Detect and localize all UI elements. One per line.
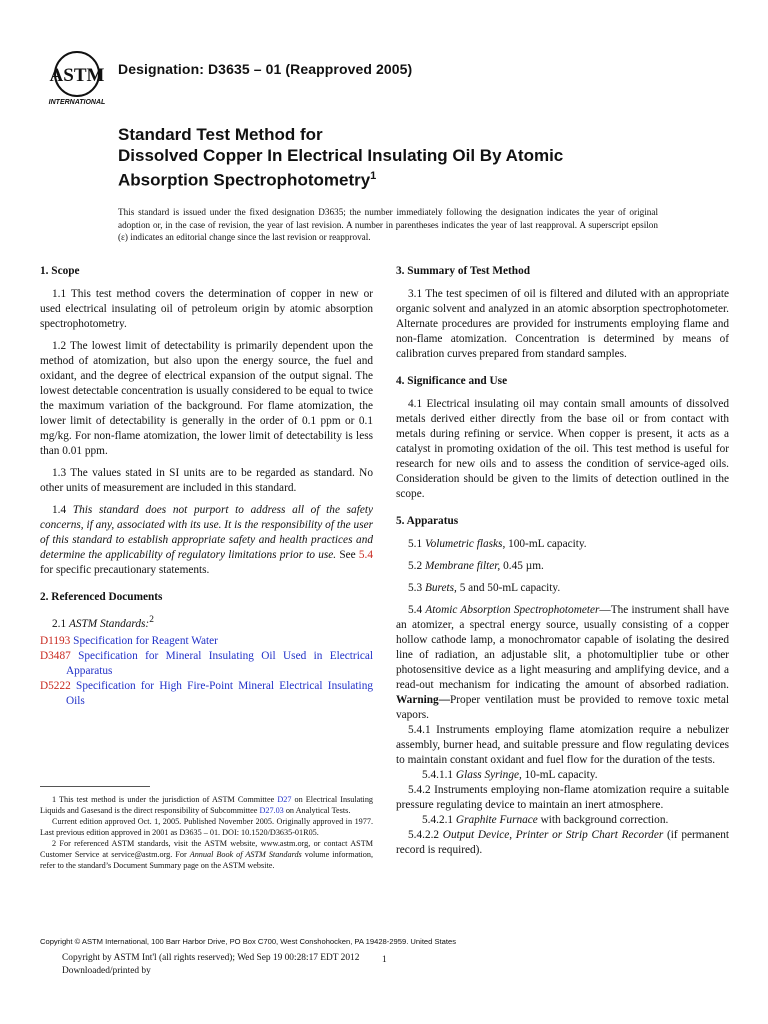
apparatus-5-4-2-2: 5.4.2.2 Output Device, Printer or Strip Chart Recorder (if permanent record is required). bbox=[396, 829, 729, 856]
apparatus-heading: 5. Apparatus bbox=[396, 515, 459, 527]
reference-item bbox=[40, 634, 373, 649]
apparatus-5-3: 5.3 Burets, 5 and 50-mL capacity. bbox=[408, 582, 561, 594]
refdocs-heading: 2. Referenced Documents bbox=[40, 591, 163, 603]
title-line-1: Standard Test Method for bbox=[118, 125, 323, 144]
page-number: 1 bbox=[382, 955, 387, 965]
ref-code-link[interactable]: D3487 bbox=[40, 649, 71, 662]
title-line-2: Dissolved Copper In Electrical Insulating Oil By Atomic bbox=[118, 146, 564, 165]
footnote-1-edition: Current edition approved Oct. 1, 2005. Published November 2005. Originally approved in 1977. Last previous edition approved in 2001 as D3635 – 01. DOI: 10.1520/D3635-01R05. bbox=[40, 817, 373, 837]
apparatus-5-4: 5.4 Atomic Absorption Spectrophotometer—The instrument shall have an atomizer, a spectral energy source, usually consisting of a copper hollow cathode lamp, a monochromator capable of isolating the desired line of radiation, an adjustable slit, a photomultiplier tube or other photosensitive device as a light measuring and amplifying device, and a read-out mechanism for indicating the amount of absorbed radiation. Warning—Proper ventilation must be provided to remove toxic metal vapors. bbox=[396, 604, 729, 721]
scope-1-1: 1.1 This test method covers the determination of copper in new or used electrical insulating oil of petroleum origin by atomic absorption spectrophotometry. bbox=[40, 288, 373, 330]
scope-1-3: 1.3 The values stated in SI units are to be regarded as standard. No other units of measurement are included in this standard. bbox=[40, 467, 373, 494]
download-notice: Copyright by ASTM Int'l (all rights reserved); Wed Sep 19 00:28:17 EDT 2012 Downloaded/printed by bbox=[62, 953, 360, 976]
svg-text:INTERNATIONAL: INTERNATIONAL bbox=[48, 99, 106, 106]
ref-title-link[interactable]: Specification for High Fire-Point Mineral Electrical Insulating Oils bbox=[66, 679, 373, 707]
reference-item bbox=[40, 679, 373, 709]
svg-text:ASTM: ASTM bbox=[49, 65, 105, 86]
scope-heading: 1. Scope bbox=[40, 265, 80, 277]
apparatus-5-4-2-1: 5.4.2.1 Graphite Furnace with background correction. bbox=[422, 814, 669, 826]
significance-4-1: 4.1 Electrical insulating oil may contain small amounts of dissolved metals derived either directly from the base oil or from contact with metals during refining or service. When copper is present, it acts as a catalyst in promoting oxidation of the oil. This test method is useful for research for new oils and to assess the condition of service-aged oils. Consideration should be given to the limits of detection outlined in the scope. bbox=[396, 398, 729, 500]
ref-title-link[interactable]: Specification for Mineral Insulating Oil Used in Electrical Apparatus bbox=[66, 649, 374, 677]
ref-code-link[interactable]: D1193 bbox=[40, 634, 71, 647]
apparatus-5-4-1-1: 5.4.1.1 Glass Syringe, 10-mL capacity. bbox=[422, 769, 598, 781]
scope-1-2: 1.2 The lowest limit of detectability is primarily dependent upon the method of atomization, but also upon the energy source, the fuel and oxidant, and the degree of electrical expansion of the output signal. The lowest detectable concentration is usually considered to be equal to twice the maximum variation of the background. For flame atomization, the lower limit of detectability is generally in the order of 0.1 ppm or 0.1 mg/kg. For non-flame atomization, the lower limit of detectability is less than 0.01 ppm. bbox=[40, 340, 373, 457]
document-title bbox=[118, 124, 678, 191]
link-5-4[interactable]: 5.4 bbox=[358, 549, 373, 561]
apparatus-5-4-1: 5.4.1 Instruments employing flame atomization require a nebulizer assembly, burner head, and suitable pressure and flow regulating devices to maintain constant oxidant and fuel flow for the duration of the tests. bbox=[396, 724, 729, 766]
copyright-notice: Copyright © ASTM International, 100 Barr Harbor Drive, PO Box C700, West Conshohocken, PA 19428-2959. United States bbox=[40, 937, 457, 946]
warning-label: Warning— bbox=[396, 694, 450, 706]
ref-code-link[interactable]: D5222 bbox=[40, 679, 71, 692]
designation: Designation: D3635 – 01 (Reapproved 2005) bbox=[118, 61, 413, 77]
astm-logo bbox=[42, 50, 112, 106]
reference-item bbox=[40, 649, 373, 679]
apparatus-5-2: 5.2 Membrane filter, 0.45 µm. bbox=[408, 560, 544, 572]
astm-standards-label: 2.1 ASTM Standards:$^2$ bbox=[52, 615, 154, 630]
committee-link[interactable]: D27 bbox=[277, 795, 292, 804]
reference-list bbox=[40, 634, 373, 709]
apparatus-5-4-2: 5.4.2 Instruments employing non-flame atomization require a suitable pressure regulating device to maintain an inert atmosphere. bbox=[396, 784, 729, 811]
footnotes bbox=[40, 786, 373, 871]
footnote-2: 2 For referenced ASTM standards, visit the ASTM website, www.astm.org, or contact ASTM Customer Service at service@astm.org. For Annual Book of ASTM Standards volume information, refer to the standard’s Document Summary page on the ASTM website. bbox=[40, 839, 374, 870]
standard-notice: This standard is issued under the fixed designation D3635; the number immediately following the designation indicates the year of original adoption or, in the case of revision, the year of last revision. A number in parentheses indicates the year of last reapproval. A superscript epsilon (ε) indicates an editorial change since the last revision or reapproval. bbox=[118, 207, 658, 242]
title-footnote-mark: 1 bbox=[370, 170, 377, 182]
apparatus-5-1: 5.1 Volumetric flasks, 100-mL capacity. bbox=[408, 538, 587, 550]
subcommittee-link[interactable]: D27.03 bbox=[259, 806, 284, 815]
summary-3-1: 3.1 The test specimen of oil is filtered and diluted with an appropriate organic solvent and analyzed in an atomic absorption spectrophotometer. Alternate procedures are provided for instruments employing flame and non-flame atomization. Concentration is determined by means of calibration curves prepared from standard samples. bbox=[396, 288, 729, 360]
right-column bbox=[396, 264, 729, 858]
footnote-1: 1 This test method is under the jurisdiction of ASTM Committee D27 on Electrical Insulating Liquids and Gasesand is the direct responsibility of Subcommittee D27.03 on Analytical Tests. bbox=[40, 795, 374, 815]
scope-1-4: 1.4 This standard does not purport to address all of the safety concerns, if any, associated with its use. It is the responsibility of the user of this standard to establish appropriate safety and health practices and determine the applicability of regulatory limitations prior to use. See 5.4 for specific precautionary statements. bbox=[40, 504, 374, 576]
title-line-3: Absorption Spectrophotometry$^1$ bbox=[118, 170, 377, 190]
ref-title-link[interactable]: Specification for Reagent Water bbox=[73, 634, 218, 647]
footnote-rule bbox=[40, 786, 150, 787]
significance-heading: 4. Significance and Use bbox=[396, 375, 508, 387]
left-column bbox=[40, 264, 373, 709]
summary-heading: 3. Summary of Test Method bbox=[396, 265, 530, 277]
